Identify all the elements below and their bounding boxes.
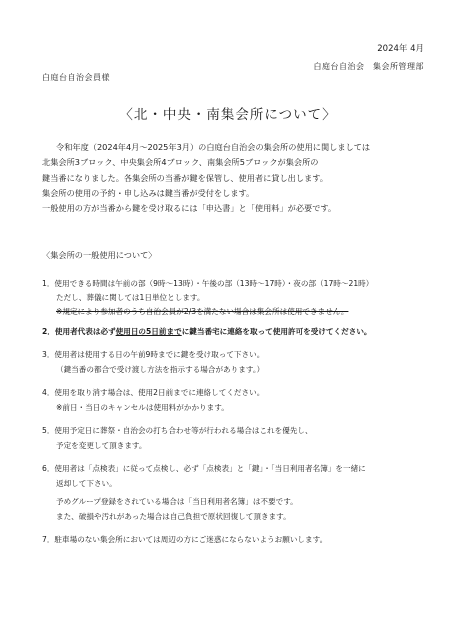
rule-2-text: に鍵当番宅に連絡を取って使用許可を受けてください。	[181, 327, 372, 336]
document-date: 2024年 4月	[377, 44, 424, 54]
rule-2-text: 2．使用者代表は必ず	[42, 327, 116, 336]
sender-line: 白庭台自治会 集会所管理部	[313, 62, 424, 71]
rule-6-line: 返却して下さい。	[56, 479, 117, 488]
rule-6-line: また、破損や汚れがあった場合は自己負担で原状回復して頂きます。	[56, 512, 291, 521]
section-heading: 〈集会所の一般使用について〉	[42, 250, 157, 260]
rule-7-line: 7．駐車場のない集会所においては周辺の方にご迷惑にならないようお願いします。	[42, 535, 328, 544]
rule-1-struck-note: ※規定により参加者のうち自治会員が2/3を満たない場合は集会所は使用できません。	[56, 307, 349, 316]
intro-line: 鍵当番になりました。各集会所の当番が鍵を保管し、使用者に貸し出します。	[42, 172, 328, 183]
rule-4-line: ※前日・当日のキャンセルは使用料がかかります。	[56, 403, 229, 412]
rule-4-line: 4．使用を取り消す場合は、使用2日前までに連絡してください。	[42, 388, 265, 397]
page-title: 〈北・中央・南集会所について〉	[119, 107, 337, 123]
intro-line: 令和年度（2024年4月〜2025年3月）の白庭台自治会の集会所の使用に関しましては	[56, 142, 371, 152]
rule-5-line: 予定を変更して頂きます。	[56, 441, 147, 450]
rule-2-deadline: 使用日の5日前まで	[115, 327, 182, 336]
rule-6-line: 6．使用者は「点検表」に従って点検し、必ず「点検表」と「鍵」・「当日利用者名簿」を一緒に	[42, 464, 366, 473]
rule-3-line: （鍵当番の都合で受け渡し方法を指示する場合があります。）	[56, 365, 265, 374]
intro-line: 集会所の使用の予約・申し込みは鍵当番が受付をします。	[42, 187, 255, 198]
intro-paragraph	[42, 140, 370, 216]
rule-6-line: 予めグループ登録をされている場合は「当日利用者名簿」は不要です。	[56, 497, 298, 506]
rule-2-line	[42, 326, 372, 337]
intro-line: 北集会所3ブロック、中央集会所4ブロック、南集会所5ブロックが集会所の	[42, 157, 319, 168]
recipient-line: 白庭台自治会員様	[42, 73, 110, 82]
intro-line: 一般使用の方が当番から鍵を受け取るには「申込書」と「使用料」が必要です。	[42, 203, 337, 214]
rule-3-line: 3．使用者は使用する日の午前9時までに鍵を受け取って下さい。	[42, 350, 265, 359]
rule-1-line: ただし、葬儀に関しては1日単位とします。	[56, 293, 205, 302]
rule-1-line: 1．使用できる時間は午前の部（9時〜13時）・午後の部（13時〜17時）・夜の部（17時〜21時）	[42, 279, 374, 288]
rule-5-line: 5．使用予定日に葬祭・自治会の打ち合わせ等が行われる場合はこれを優先し、	[42, 426, 313, 435]
